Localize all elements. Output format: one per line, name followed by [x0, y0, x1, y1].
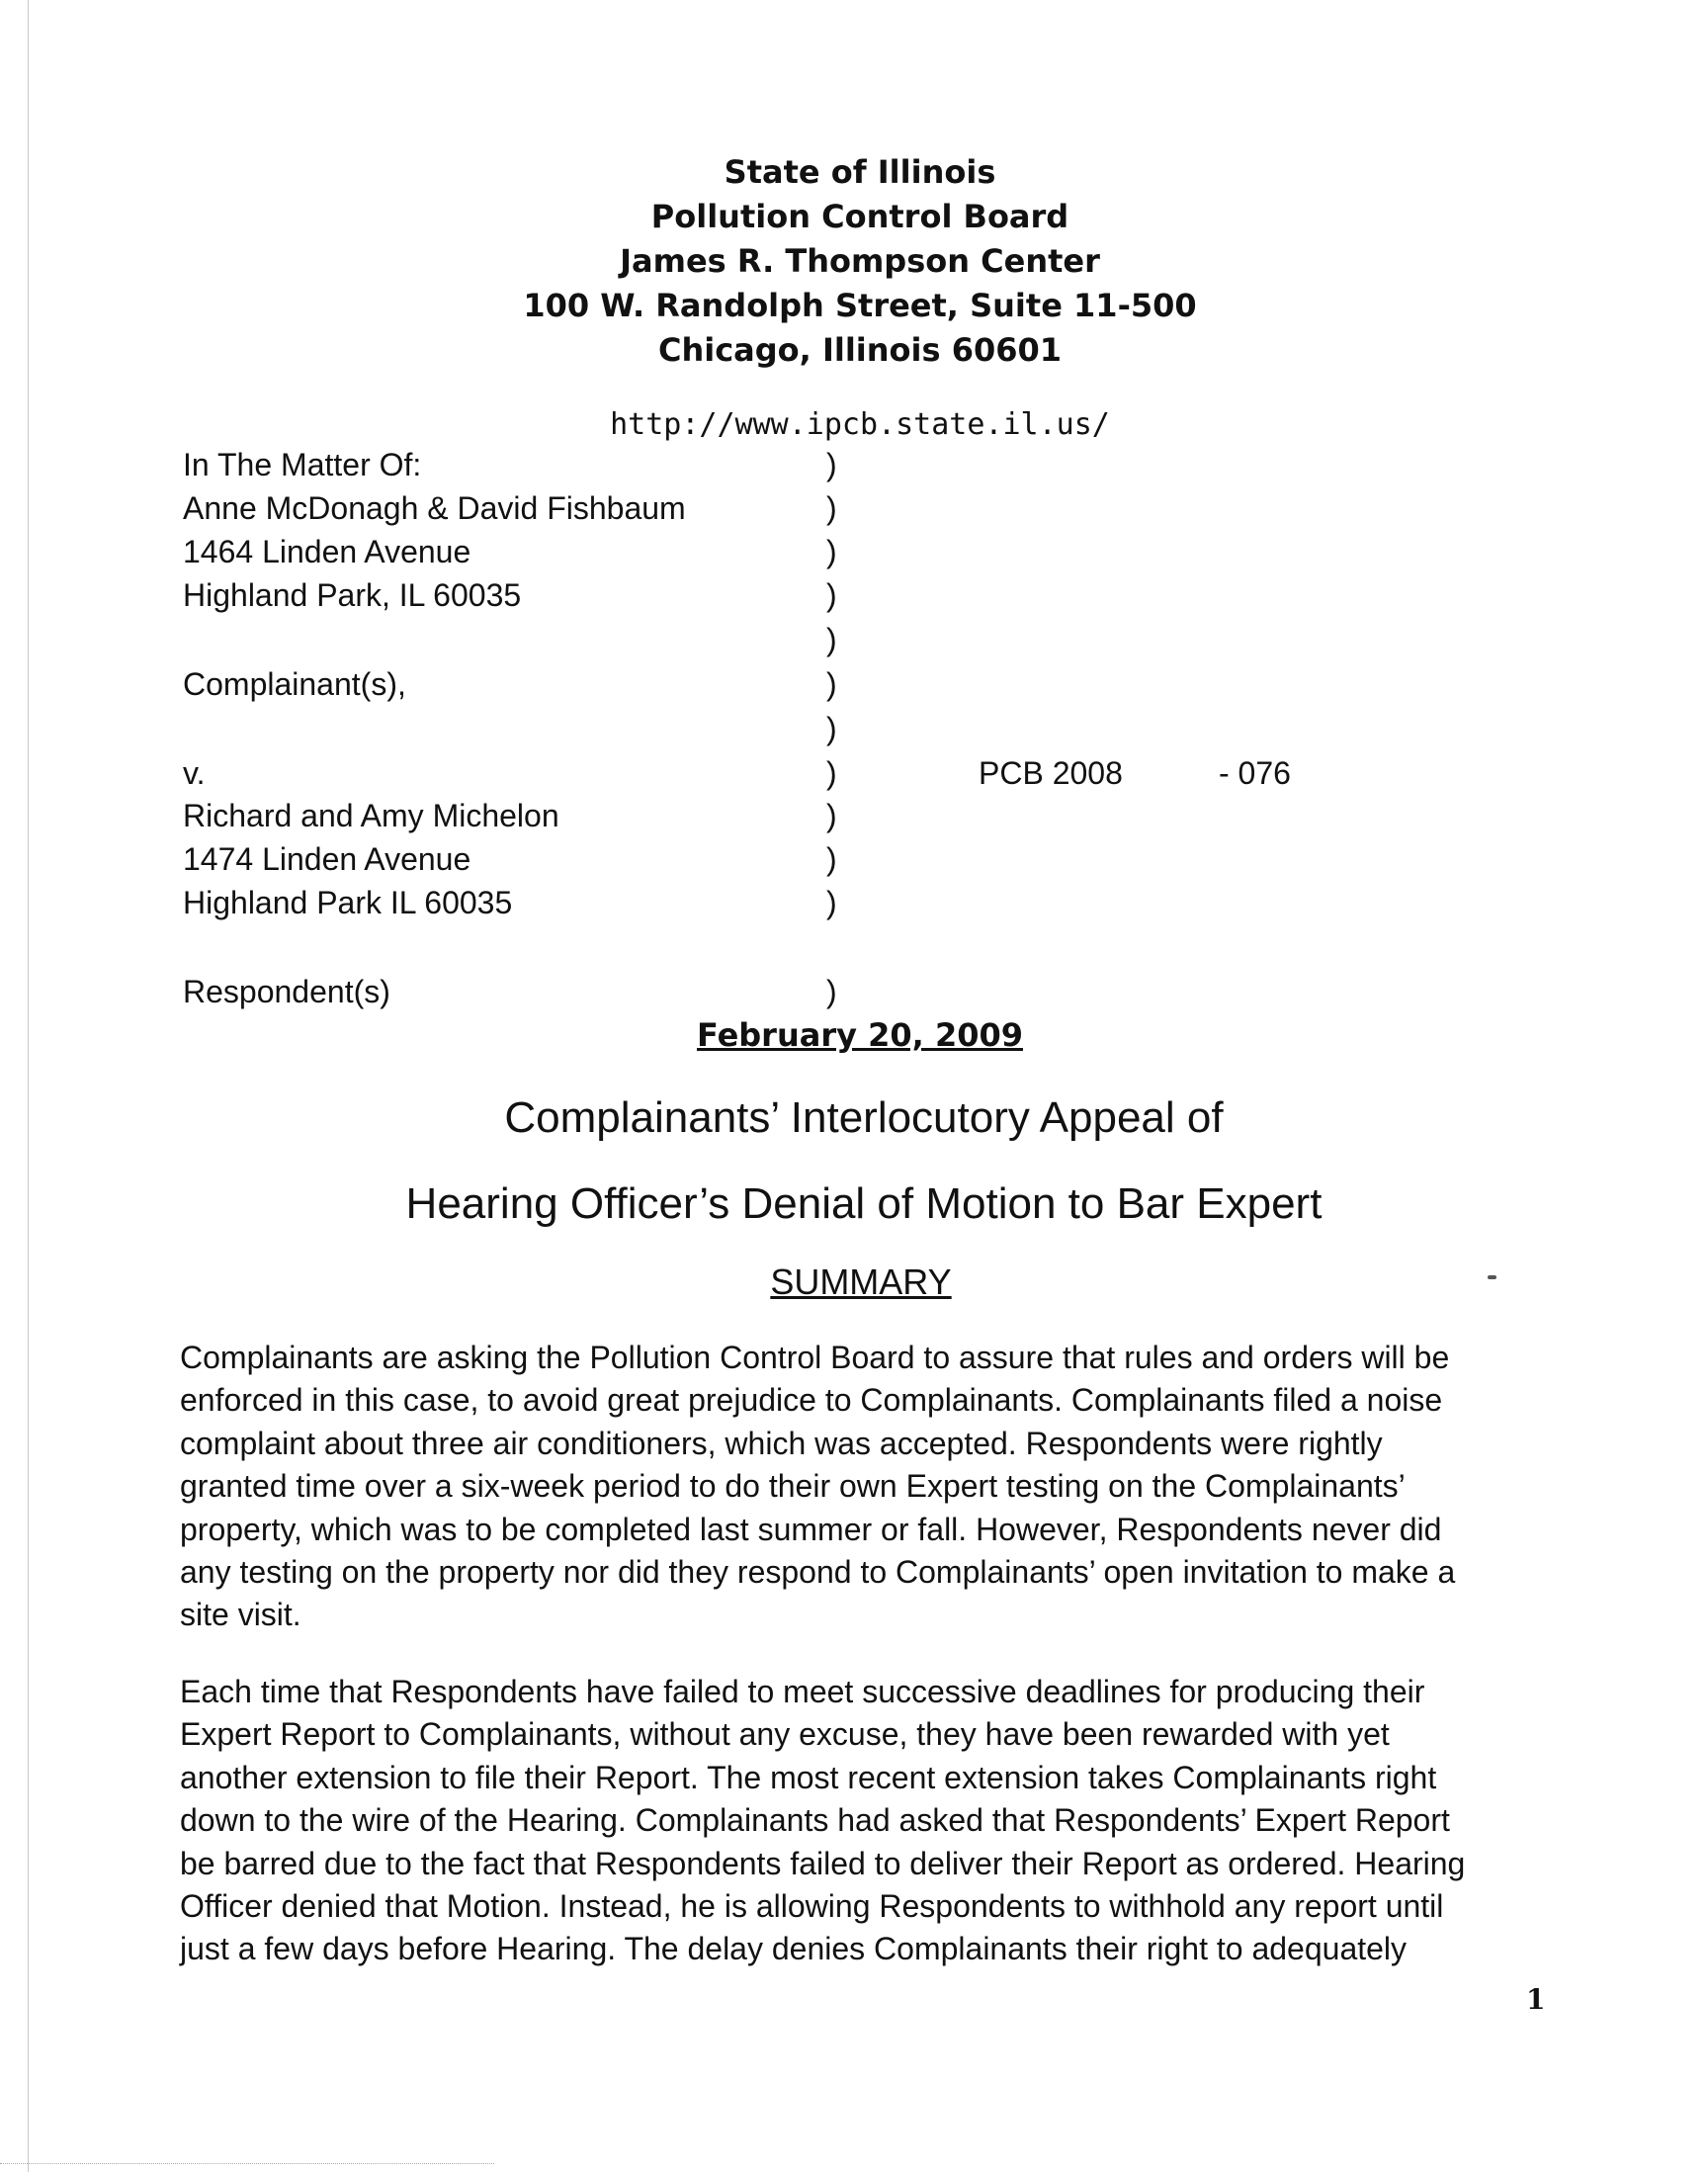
letterhead-state: State of Illinois	[724, 153, 996, 191]
letterhead-street: 100 W. Randolph Street, Suite 11-500	[523, 287, 1197, 324]
paragraph-line: complaint about three air conditioners, which was accepted. Respondents were rightly	[180, 1425, 1383, 1461]
paragraph-line: just a few days before Hearing. The delay denies Complainants their right to adequately	[180, 1931, 1408, 1967]
summary-heading: SUMMARY	[770, 1261, 952, 1302]
caption-paren: )	[826, 841, 837, 877]
paragraph-line: Complainants are asking the Pollution Control Board to assure that rules and orders will be	[180, 1340, 1450, 1375]
caption-paren: )	[826, 577, 837, 613]
letterhead-building: James R. Thompson Center	[620, 242, 1100, 280]
caption-paren: )	[826, 755, 837, 791]
caption-paren: )	[826, 974, 837, 1009]
document-title-line-2: Hearing Officer’s Denial of Motion to Bar Expert	[405, 1179, 1323, 1228]
filing-date: February 20, 2009	[697, 1016, 1023, 1054]
summary-paragraph-2	[180, 1671, 1564, 1971]
caption-paren: )	[826, 447, 837, 482]
summary-paragraph-1	[180, 1337, 1564, 1637]
case-prefix: PCB 2008	[979, 755, 1123, 791]
caption-paren: )	[826, 490, 837, 526]
caption-paren: )	[826, 622, 837, 657]
caption-paren: )	[826, 798, 837, 833]
paragraph-line: Expert Report to Complainants, without any excuse, they have been rewarded with yet	[180, 1716, 1390, 1753]
caption-paren: )	[826, 885, 837, 920]
caption-respondent-names: Richard and Amy Michelon	[183, 798, 559, 833]
paragraph-line: down to the wire of the Hearing. Complainants had asked that Respondents’ Expert Report	[180, 1802, 1450, 1839]
paragraph-line: any testing on the property nor did they respond to Complainants’ open invitation to make a	[180, 1554, 1456, 1591]
caption-paren: )	[826, 534, 837, 569]
paragraph-line: Officer denied that Motion. Instead, he is allowing Respondents to withhold any report until	[180, 1888, 1444, 1925]
caption-complainant-city: Highland Park, IL 60035	[183, 577, 522, 613]
caption-respondent-city: Highland Park IL 60035	[183, 885, 513, 920]
paragraph-line: Each time that Respondents have failed to meet successive deadlines for producing their	[180, 1674, 1425, 1709]
paragraph-line: another extension to file their Report. The most recent extension takes Complainants right	[180, 1759, 1437, 1795]
paragraph-line: property, which was to be completed last summer or fall. However, Respondents never did	[180, 1511, 1442, 1547]
page-bottom-edge	[0, 2163, 494, 2165]
caption-paren: )	[826, 711, 837, 746]
letterhead	[0, 150, 1708, 373]
letterhead-city: Chicago, Illinois 60601	[657, 331, 1063, 369]
paragraph-line: site visit.	[180, 1597, 301, 1633]
paragraph-line: granted time over a six-week period to do their own Expert testing on the Complainants’	[180, 1468, 1406, 1505]
caption-complainant-names: Anne McDonagh & David Fishbaum	[183, 490, 686, 526]
board-url[interactable]: http://www.ipcb.state.il.us/	[610, 407, 1110, 442]
caption-versus: v.	[183, 755, 206, 791]
caption-respondent-label: Respondent(s)	[183, 974, 390, 1009]
paragraph-line: enforced in this case, to avoid great prejudice to Complainants. Complainants filed a noise	[180, 1382, 1443, 1419]
caption-complainant-street: 1464 Linden Avenue	[183, 534, 471, 569]
case-number: - 076	[1219, 755, 1291, 791]
caption-in-the-matter: In The Matter Of:	[183, 447, 422, 482]
paragraph-line: be barred due to the fact that Respondents failed to deliver their Report as ordered. Hearing	[180, 1845, 1466, 1881]
caption-respondent-street: 1474 Linden Avenue	[183, 841, 471, 877]
letterhead-board: Pollution Control Board	[650, 198, 1069, 235]
caption-paren: )	[826, 666, 837, 702]
page-number: 1	[1526, 1983, 1546, 2016]
caption-complainant-label: Complainant(s),	[183, 666, 406, 702]
document-title-line-1: Complainants’ Interlocutory Appeal of	[504, 1093, 1224, 1142]
